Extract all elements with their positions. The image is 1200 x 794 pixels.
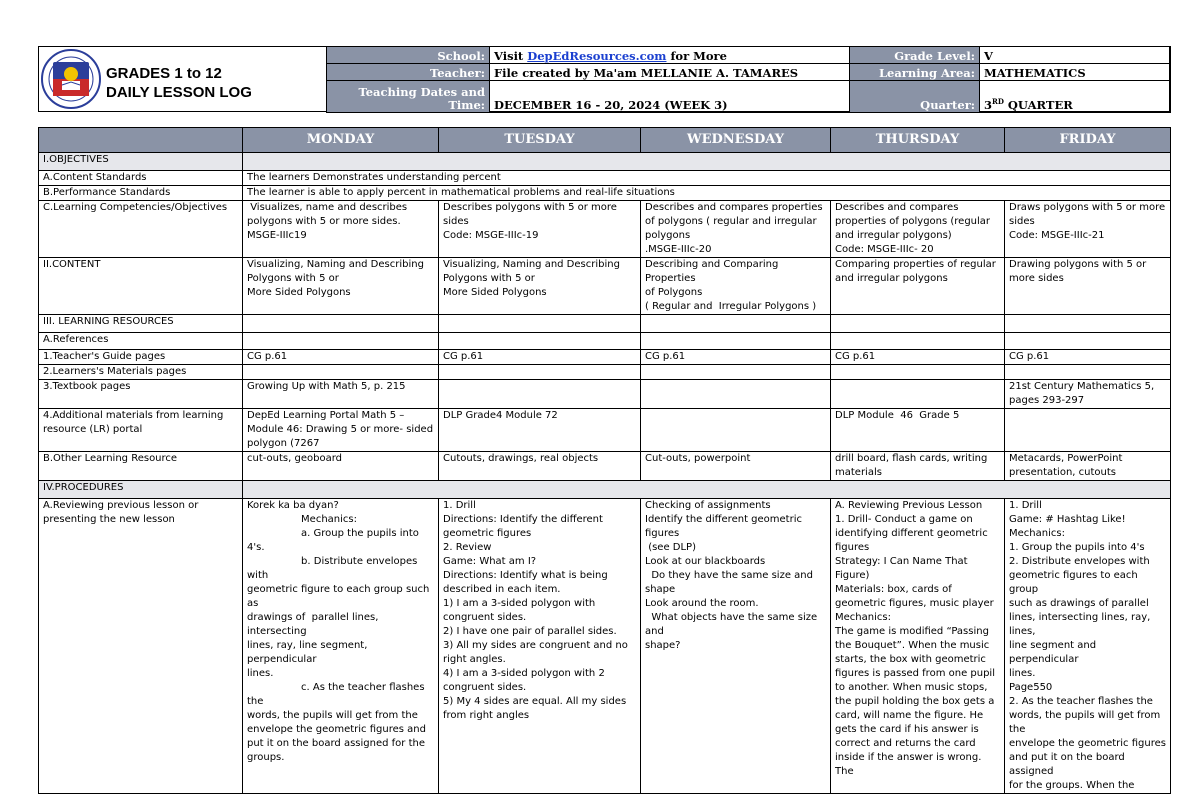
additional-thursday: DLP Module 46 Grade 5: [831, 409, 1005, 452]
references-wednesday: [641, 333, 831, 350]
lm-wednesday: [641, 365, 831, 380]
resources-monday: [243, 315, 439, 333]
quarter-text: QUARTER: [1003, 98, 1073, 112]
learners-materials-row: [39, 365, 1171, 380]
grade-level-value: V: [980, 47, 1171, 64]
teacher-value: File created by Ma'am MELLANIE A. TAMARES: [490, 64, 850, 81]
document-title: [106, 64, 252, 102]
title-line-1: GRADES 1 to 12: [106, 65, 222, 82]
performance-standards-row: [39, 186, 1171, 201]
procedures-blank: [243, 481, 1171, 499]
resources-thursday: [831, 315, 1005, 333]
resources-wednesday: [641, 315, 831, 333]
lm-thursday: [831, 365, 1005, 380]
objectives-label: I.OBJECTIVES: [39, 153, 243, 171]
procedures-label: IV.PROCEDURES: [39, 481, 243, 499]
resources-tuesday: [439, 315, 641, 333]
quarter-number: 3: [984, 98, 993, 112]
additional-wednesday: [641, 409, 831, 452]
teachers-guide-monday: CG p.61: [243, 350, 439, 365]
competency-wednesday: Describes and compares properties of polygons ( regular and irregular polygons .MSGE-IIIc-20: [641, 201, 831, 258]
other-resource-label: B.Other Learning Resource: [39, 452, 243, 481]
school-label: School:: [327, 47, 490, 64]
lm-friday: [1005, 365, 1171, 380]
procedures-row: [39, 481, 1171, 499]
other-tuesday: Cutouts, drawings, real objects: [439, 452, 641, 481]
content-tuesday: Visualizing, Naming and Describing Polygons with 5 or More Sided Polygons: [439, 258, 641, 315]
textbook-monday: Growing Up with Math 5, p. 215: [243, 380, 439, 409]
other-resource-row: [39, 452, 1171, 481]
competencies-row: [39, 201, 1171, 258]
day-header-thursday: THURSDAY: [831, 128, 1005, 153]
lesson-log-table: [38, 127, 1171, 794]
title-line-2: DAILY LESSON LOG: [106, 84, 252, 101]
review-friday: 1. Drill Game: # Hashtag Like! Mechanics: 1. Group the pupils into 4's 2. Distribute envelopes with geometric figures to each group such as drawings of parallel lines, intersecting lines, ray, lines, line segment and perpendicular lines. Page550 2. As the teacher flashes the words, the pupils will get from the envelope the geometric figures and put it on the board assigned for the groups. When the: [1005, 499, 1171, 794]
lm-tuesday: [439, 365, 641, 380]
resources-friday: [1005, 315, 1171, 333]
resources-label: III. LEARNING RESOURCES: [39, 315, 243, 333]
content-standards-label: A.Content Standards: [39, 171, 243, 186]
teachers-guide-row: [39, 350, 1171, 365]
review-row: [39, 499, 1171, 794]
day-header-row: [39, 128, 1171, 153]
learning-area-value: MATHEMATICS: [980, 64, 1171, 81]
content-thursday: Comparing properties of regular and irregular polygons: [831, 258, 1005, 315]
resources-row: [39, 315, 1171, 333]
review-wednesday: Checking of assignments Identify the different geometric figures (see DLP) Look at our blackboards Do they have the same size and shape Look around the room. What objects have the same size and shape?: [641, 499, 831, 794]
teacher-label: Teacher:: [327, 64, 490, 81]
teaching-dates-label-2: Time:: [448, 98, 485, 112]
other-thursday: drill board, flash cards, writing materials: [831, 452, 1005, 481]
textbook-thursday: [831, 380, 1005, 409]
references-label: A.References: [39, 333, 243, 350]
content-monday: Visualizing, Naming and Describing Polygons with 5 or More Sided Polygons: [243, 258, 439, 315]
references-friday: [1005, 333, 1171, 350]
competencies-label: C.Learning Competencies/Objectives: [39, 201, 243, 258]
references-row: [39, 333, 1171, 350]
teachers-guide-friday: CG p.61: [1005, 350, 1171, 365]
references-monday: [243, 333, 439, 350]
content-friday: Drawing polygons with 5 or more sides: [1005, 258, 1171, 315]
additional-tuesday: DLP Grade4 Module 72: [439, 409, 641, 452]
additional-friday: [1005, 409, 1171, 452]
content-standards-value: The learners Demonstrates understanding percent: [243, 171, 1171, 186]
objectives-row: [39, 153, 1171, 171]
additional-materials-label: 4.Additional materials from learning resource (LR) portal: [39, 409, 243, 452]
teaching-dates-label-1: Teaching Dates and: [358, 85, 485, 99]
content-wednesday: Describing and Comparing Properties of Polygons ( Regular and Irregular Polygons ): [641, 258, 831, 315]
grade-level-label: Grade Level:: [850, 47, 980, 64]
competency-monday: Visualizes, name and describes polygons with 5 or more sides. MSGE-IIIc19: [243, 201, 439, 258]
additional-materials-row: [39, 409, 1171, 452]
competency-thursday: Describes and compares properties of polygons (regular and irregular polygons) Code: MSGE-IIIc- 20: [831, 201, 1005, 258]
competency-tuesday: Describes polygons with 5 or more sides Code: MSGE-IIIc-19: [439, 201, 641, 258]
performance-standards-value: The learner is able to apply percent in mathematical problems and real-life situations: [243, 186, 1171, 201]
content-label: II.CONTENT: [39, 258, 243, 315]
school-link[interactable]: DepEdResources.com: [527, 49, 667, 63]
quarter-superscript: RD: [992, 97, 1004, 107]
other-friday: Metacards, PowerPoint presentation, cutouts: [1005, 452, 1171, 481]
textbook-row: [39, 380, 1171, 409]
review-thursday: A. Reviewing Previous Lesson 1. Drill- Conduct a game on identifying different geometric figures Strategy: I Can Name That Figure) Materials: box, cards of geometric figures, music player Mechanics: The game is modified “Passing the Bouquet”. When the music starts, the box with geometric figures is passed from one pupil to another. When music stops, the pupil holding the box gets a card, will name the figure. He gets the card if his answer is correct and returns the card inside if the answer is wrong. The: [831, 499, 1005, 794]
textbook-tuesday: [439, 380, 641, 409]
competency-friday: Draws polygons with 5 or more sides Code: MSGE-IIIc-21: [1005, 201, 1171, 258]
school-prefix: Visit: [494, 49, 528, 63]
day-header-friday: FRIDAY: [1005, 128, 1171, 153]
quarter-label: Quarter:: [850, 81, 980, 113]
header-info-table: [326, 46, 1171, 113]
teachers-guide-thursday: CG p.61: [831, 350, 1005, 365]
review-tuesday: 1. Drill Directions: Identify the different geometric figures 2. Review Game: What am I? Directions: Identify what is being described in each item. 1) I am a 3-sided polygon with congruent sides. 2) I have one pair of parallel sides. 3) All my sides are congruent and no right angles. 4) I am a 3-sided polygon with 2 congruent sides. 5) My 4 sides are equal. All my sides from right angles: [439, 499, 641, 794]
objectives-blank: [243, 153, 1171, 171]
school-suffix: for More: [666, 49, 727, 63]
day-header-wednesday: WEDNESDAY: [641, 128, 831, 153]
additional-monday: DepEd Learning Portal Math 5 – Module 46: Drawing 5 or more- sided polygon (7267: [243, 409, 439, 452]
textbook-wednesday: [641, 380, 831, 409]
day-header-tuesday: TUESDAY: [439, 128, 641, 153]
textbook-label: 3.Textbook pages: [39, 380, 243, 409]
references-tuesday: [439, 333, 641, 350]
teachers-guide-tuesday: CG p.61: [439, 350, 641, 365]
learners-materials-label: 2.Learners's Materials pages: [39, 365, 243, 380]
lm-monday: [243, 365, 439, 380]
day-header-monday: MONDAY: [243, 128, 439, 153]
references-thursday: [831, 333, 1005, 350]
other-wednesday: Cut-outs, powerpoint: [641, 452, 831, 481]
teachers-guide-wednesday: CG p.61: [641, 350, 831, 365]
content-row: [39, 258, 1171, 315]
teaching-dates-value: DECEMBER 16 - 20, 2024 (WEEK 3): [490, 81, 850, 113]
learning-area-label: Learning Area:: [850, 64, 980, 81]
school-value: [490, 47, 850, 64]
textbook-friday: 21st Century Mathematics 5, pages 293-297: [1005, 380, 1171, 409]
review-monday: Korek ka ba dyan? Mechanics: a. Group the pupils into 4's. b. Distribute envelopes with geometric figure to each group such as drawings of parallel lines, intersecting lines, ray, line segment, perpendicular lines. c. As the teacher flashes the words, the pupils will get from the envelope the geometric figures and put it on the board assigned for the groups.: [243, 499, 439, 794]
day-header-blank: [39, 128, 243, 153]
teachers-guide-label: 1.Teacher's Guide pages: [39, 350, 243, 365]
content-standards-row: [39, 171, 1171, 186]
teaching-dates-label: [327, 81, 490, 113]
other-monday: cut-outs, geoboard: [243, 452, 439, 481]
review-label: A.Reviewing previous lesson or presenting the new lesson: [39, 499, 243, 794]
performance-standards-label: B.Performance Standards: [39, 186, 243, 201]
deped-seal-logo: [40, 48, 102, 110]
quarter-value: [980, 81, 1171, 113]
